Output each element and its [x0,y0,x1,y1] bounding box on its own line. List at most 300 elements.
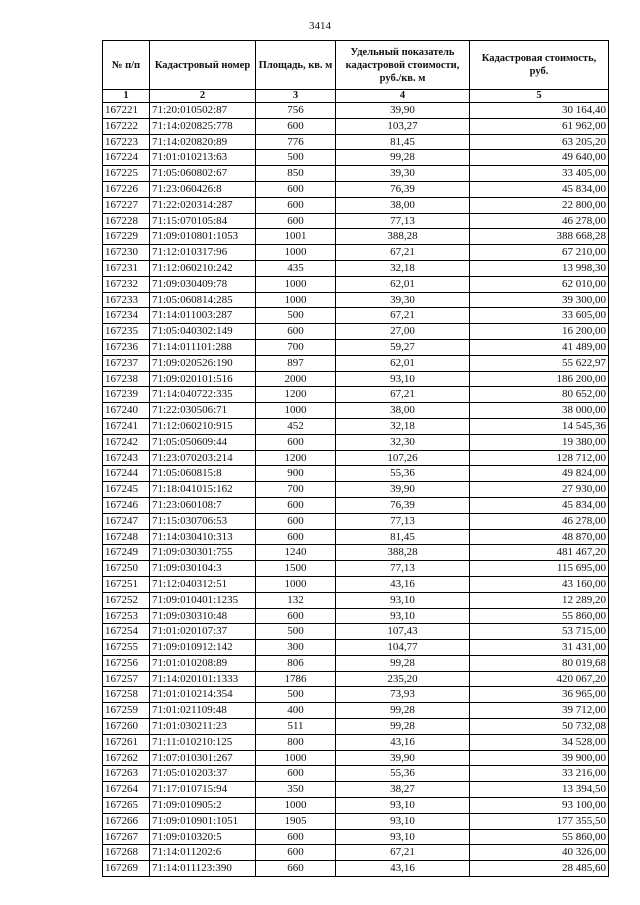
cadastral-number: 71:05:060814:285 [150,292,256,308]
unit-value: 67,21 [336,845,470,861]
row-number: 167234 [103,308,150,324]
cadastral-value: 41 489,00 [470,339,609,355]
cadastral-number: 71:05:060815:8 [150,466,256,482]
cadastral-value: 55 860,00 [470,608,609,624]
cadastral-value: 63 205,20 [470,134,609,150]
row-number: 167244 [103,466,150,482]
row-number: 167261 [103,734,150,750]
cadastral-number: 71:23:070203:214 [150,450,256,466]
unit-value: 76,39 [336,181,470,197]
header-unit-value: Удельный показатель кадастровой стоимости, руб./кв. м [336,41,470,90]
unit-value: 99,28 [336,655,470,671]
table-row [103,640,609,656]
cadastral-number: 71:14:011202:6 [150,845,256,861]
cadastral-value: 50 732,08 [470,719,609,735]
area-value: 435 [256,260,336,276]
row-number: 167255 [103,640,150,656]
cadastral-number: 71:14:020101:1333 [150,671,256,687]
unit-value: 55,36 [336,766,470,782]
row-number: 167238 [103,371,150,387]
unit-value: 39,30 [336,292,470,308]
cadastral-number: 71:20:010502:87 [150,103,256,119]
area-value: 600 [256,118,336,134]
table-row [103,371,609,387]
unit-value: 38,27 [336,782,470,798]
cadastral-number: 71:07:010301:267 [150,750,256,766]
cadastral-value: 34 528,00 [470,734,609,750]
row-number: 167232 [103,276,150,292]
row-number: 167259 [103,703,150,719]
unit-value: 39,30 [336,166,470,182]
header-row [103,41,609,90]
table-row [103,308,609,324]
row-number: 167239 [103,387,150,403]
row-number: 167249 [103,545,150,561]
area-value: 806 [256,655,336,671]
cadastral-value: 30 164,40 [470,103,609,119]
cadastral-value: 33 216,00 [470,766,609,782]
row-number: 167246 [103,497,150,513]
row-number: 167254 [103,624,150,640]
table-row [103,324,609,340]
area-value: 1000 [256,245,336,261]
column-number: 5 [470,90,609,103]
area-value: 1000 [256,750,336,766]
table-row [103,339,609,355]
row-number: 167269 [103,861,150,877]
unit-value: 388,28 [336,229,470,245]
row-number: 167223 [103,134,150,150]
unit-value: 77,13 [336,561,470,577]
table-row [103,766,609,782]
cadastral-number: 71:12:040312:51 [150,576,256,592]
table-body [103,103,609,877]
row-number: 167224 [103,150,150,166]
cadastral-number: 71:14:011003:287 [150,308,256,324]
cadastral-number: 71:15:030706:53 [150,513,256,529]
table-row [103,181,609,197]
area-value: 600 [256,497,336,513]
cadastral-number: 71:22:030506:71 [150,403,256,419]
unit-value: 62,01 [336,276,470,292]
unit-value: 39,90 [336,750,470,766]
unit-value: 67,21 [336,308,470,324]
unit-value: 55,36 [336,466,470,482]
area-value: 660 [256,861,336,877]
cadastral-number: 71:05:060802:67 [150,166,256,182]
area-value: 600 [256,829,336,845]
cadastral-number: 71:17:010715:94 [150,782,256,798]
row-number: 167228 [103,213,150,229]
cadastral-number: 71:05:050609:44 [150,434,256,450]
row-number: 167237 [103,355,150,371]
cadastral-value-table [102,40,609,877]
cadastral-value: 45 834,00 [470,497,609,513]
table-row [103,292,609,308]
unit-value: 99,28 [336,719,470,735]
table-row [103,655,609,671]
row-number: 167253 [103,608,150,624]
row-number: 167222 [103,118,150,134]
cadastral-value: 27 930,00 [470,482,609,498]
unit-value: 67,21 [336,387,470,403]
cadastral-value: 67 210,00 [470,245,609,261]
table-row [103,513,609,529]
area-value: 1000 [256,276,336,292]
table-row [103,213,609,229]
area-value: 500 [256,150,336,166]
row-number: 167225 [103,166,150,182]
area-value: 700 [256,482,336,498]
row-number: 167227 [103,197,150,213]
cadastral-number: 71:05:010203:37 [150,766,256,782]
unit-value: 32,30 [336,434,470,450]
area-value: 600 [256,766,336,782]
cadastral-value: 46 278,00 [470,213,609,229]
unit-value: 93,10 [336,798,470,814]
column-number: 4 [336,90,470,103]
cadastral-number: 71:01:020107:37 [150,624,256,640]
area-value: 500 [256,308,336,324]
cadastral-value: 388 668,28 [470,229,609,245]
cadastral-number: 71:11:010210:125 [150,734,256,750]
area-value: 1240 [256,545,336,561]
cadastral-value: 115 695,00 [470,561,609,577]
table-row [103,118,609,134]
cadastral-number: 71:09:030409:78 [150,276,256,292]
unit-value: 77,13 [336,213,470,229]
cadastral-value: 13 998,30 [470,260,609,276]
row-number: 167265 [103,798,150,814]
cadastral-value: 62 010,00 [470,276,609,292]
row-number: 167256 [103,655,150,671]
header-row-number: № п/п [103,41,150,90]
table-row [103,260,609,276]
cadastral-value: 28 485,60 [470,861,609,877]
column-number: 1 [103,90,150,103]
area-value: 776 [256,134,336,150]
cadastral-value: 22 800,00 [470,197,609,213]
cadastral-number: 71:09:010401:1235 [150,592,256,608]
table-row [103,134,609,150]
unit-value: 73,93 [336,687,470,703]
row-number: 167245 [103,482,150,498]
cadastral-value: 61 962,00 [470,118,609,134]
table-row [103,545,609,561]
unit-value: 27,00 [336,324,470,340]
row-number: 167231 [103,260,150,276]
cadastral-value: 12 289,20 [470,592,609,608]
table-row [103,719,609,735]
cadastral-number: 71:09:010801:1053 [150,229,256,245]
row-number: 167242 [103,434,150,450]
table-row [103,418,609,434]
area-value: 1500 [256,561,336,577]
area-value: 600 [256,529,336,545]
cadastral-value: 43 160,00 [470,576,609,592]
area-value: 452 [256,418,336,434]
area-value: 350 [256,782,336,798]
cadastral-number: 71:23:060108:7 [150,497,256,513]
cadastral-value: 80 652,00 [470,387,609,403]
table-row [103,387,609,403]
cadastral-number: 71:23:060426:8 [150,181,256,197]
cadastral-value: 38 000,00 [470,403,609,419]
row-number: 167241 [103,418,150,434]
area-value: 800 [256,734,336,750]
cadastral-value: 80 019,68 [470,655,609,671]
table-row [103,466,609,482]
area-value: 900 [256,466,336,482]
table-row [103,355,609,371]
cadastral-number: 71:14:020820:89 [150,134,256,150]
table-row [103,482,609,498]
unit-value: 59,27 [336,339,470,355]
row-number: 167257 [103,671,150,687]
header-cadastral-number: Кадастровый номер [150,41,256,90]
unit-value: 103,27 [336,118,470,134]
area-value: 1000 [256,576,336,592]
area-value: 600 [256,608,336,624]
cadastral-number: 71:09:010905:2 [150,798,256,814]
row-number: 167233 [103,292,150,308]
cadastral-number: 71:09:030301:755 [150,545,256,561]
row-number: 167267 [103,829,150,845]
cadastral-value: 49 824,00 [470,466,609,482]
row-number: 167250 [103,561,150,577]
cadastral-number: 71:14:011123:390 [150,861,256,877]
unit-value: 43,16 [336,734,470,750]
table-row [103,150,609,166]
unit-value: 93,10 [336,592,470,608]
unit-value: 38,00 [336,403,470,419]
cadastral-number: 71:05:040302:149 [150,324,256,340]
area-value: 1000 [256,403,336,419]
unit-value: 43,16 [336,576,470,592]
area-value: 600 [256,324,336,340]
table-row [103,861,609,877]
cadastral-value: 55 860,00 [470,829,609,845]
cadastral-number: 71:09:030104:3 [150,561,256,577]
cadastral-number: 71:18:041015:162 [150,482,256,498]
area-value: 1000 [256,798,336,814]
unit-value: 104,77 [336,640,470,656]
cadastral-value: 39 300,00 [470,292,609,308]
area-value: 511 [256,719,336,735]
row-number: 167235 [103,324,150,340]
area-value: 1200 [256,387,336,403]
table-row [103,687,609,703]
unit-value: 67,21 [336,245,470,261]
page-number: 3414 [309,20,331,32]
row-number: 167268 [103,845,150,861]
cadastral-value: 36 965,00 [470,687,609,703]
cadastral-number: 71:09:020101:516 [150,371,256,387]
cadastral-value: 55 622,97 [470,355,609,371]
cadastral-number: 71:12:060210:242 [150,260,256,276]
row-number: 167248 [103,529,150,545]
row-number: 167260 [103,719,150,735]
unit-value: 81,45 [336,134,470,150]
column-number: 3 [256,90,336,103]
cadastral-number: 71:14:011101:288 [150,339,256,355]
area-value: 400 [256,703,336,719]
cadastral-number: 71:09:010901:1051 [150,813,256,829]
table-row [103,529,609,545]
unit-value: 99,28 [336,150,470,166]
area-value: 1905 [256,813,336,829]
cadastral-number: 71:12:010317:96 [150,245,256,261]
unit-value: 76,39 [336,497,470,513]
row-number: 167240 [103,403,150,419]
area-value: 600 [256,213,336,229]
table-row [103,434,609,450]
area-value: 1786 [256,671,336,687]
cadastral-value: 481 467,20 [470,545,609,561]
unit-value: 38,00 [336,197,470,213]
unit-value: 107,26 [336,450,470,466]
cadastral-number: 71:14:020825:778 [150,118,256,134]
row-number: 167262 [103,750,150,766]
area-value: 600 [256,197,336,213]
cadastral-value: 53 715,00 [470,624,609,640]
table-row [103,592,609,608]
area-value: 132 [256,592,336,608]
table-row [103,245,609,261]
area-value: 600 [256,845,336,861]
cadastral-value: 13 394,50 [470,782,609,798]
cadastral-value: 31 431,00 [470,640,609,656]
unit-value: 93,10 [336,829,470,845]
table-row [103,750,609,766]
unit-value: 107,43 [336,624,470,640]
cadastral-value: 39 900,00 [470,750,609,766]
table-row [103,497,609,513]
table-row [103,403,609,419]
cadastral-value: 186 200,00 [470,371,609,387]
row-number: 167247 [103,513,150,529]
cadastral-value: 49 640,00 [470,150,609,166]
table-row [103,734,609,750]
header-cadastral-value: Кадастровая стоимость, руб. [470,41,609,90]
row-number: 167263 [103,766,150,782]
cadastral-value: 39 712,00 [470,703,609,719]
cadastral-value: 33 405,00 [470,166,609,182]
table-row [103,671,609,687]
table-row [103,450,609,466]
row-number: 167221 [103,103,150,119]
table-row [103,829,609,845]
table-row [103,608,609,624]
area-value: 700 [256,339,336,355]
unit-value: 43,16 [336,861,470,877]
area-value: 500 [256,624,336,640]
cadastral-number: 71:09:030310:48 [150,608,256,624]
row-number: 167266 [103,813,150,829]
cadastral-value: 128 712,00 [470,450,609,466]
table-row [103,197,609,213]
cadastral-value: 93 100,00 [470,798,609,814]
column-number: 2 [150,90,256,103]
cadastral-number: 71:12:060210:915 [150,418,256,434]
table-row [103,782,609,798]
unit-value: 235,20 [336,671,470,687]
area-value: 300 [256,640,336,656]
unit-value: 39,90 [336,103,470,119]
row-number: 167258 [103,687,150,703]
row-number: 167243 [103,450,150,466]
header-area: Площадь, кв. м [256,41,336,90]
table-row [103,576,609,592]
row-number: 167226 [103,181,150,197]
cadastral-value: 48 870,00 [470,529,609,545]
row-number: 167229 [103,229,150,245]
cadastral-number: 71:15:070105:84 [150,213,256,229]
table-row [103,229,609,245]
cadastral-number: 71:09:010320:5 [150,829,256,845]
column-number-row [103,90,609,103]
area-value: 600 [256,513,336,529]
row-number: 167252 [103,592,150,608]
area-value: 850 [256,166,336,182]
table-row [103,276,609,292]
cadastral-number: 71:09:020526:190 [150,355,256,371]
row-number: 167251 [103,576,150,592]
cadastral-value: 14 545,36 [470,418,609,434]
area-value: 897 [256,355,336,371]
unit-value: 93,10 [336,813,470,829]
unit-value: 32,18 [336,260,470,276]
cadastral-number: 71:01:030211:23 [150,719,256,735]
cadastral-value: 420 067,20 [470,671,609,687]
table-row [103,845,609,861]
table-row [103,103,609,119]
cadastral-number: 71:01:010213:63 [150,150,256,166]
area-value: 500 [256,687,336,703]
area-value: 1000 [256,292,336,308]
table-row [103,624,609,640]
unit-value: 62,01 [336,355,470,371]
cadastral-number: 71:01:021109:48 [150,703,256,719]
area-value: 1001 [256,229,336,245]
cadastral-number: 71:22:020314:287 [150,197,256,213]
cadastral-number: 71:14:040722:335 [150,387,256,403]
cadastral-value: 19 380,00 [470,434,609,450]
row-number: 167230 [103,245,150,261]
cadastral-number: 71:01:010208:89 [150,655,256,671]
cadastral-value: 33 605,00 [470,308,609,324]
table-row [103,703,609,719]
cadastral-number: 71:14:030410:313 [150,529,256,545]
area-value: 600 [256,434,336,450]
unit-value: 388,28 [336,545,470,561]
unit-value: 39,90 [336,482,470,498]
row-number: 167264 [103,782,150,798]
table-row [103,561,609,577]
unit-value: 93,10 [336,371,470,387]
row-number: 167236 [103,339,150,355]
area-value: 600 [256,181,336,197]
cadastral-value: 46 278,00 [470,513,609,529]
unit-value: 99,28 [336,703,470,719]
unit-value: 32,18 [336,418,470,434]
table-row [103,798,609,814]
unit-value: 77,13 [336,513,470,529]
area-value: 2000 [256,371,336,387]
unit-value: 93,10 [336,608,470,624]
unit-value: 81,45 [336,529,470,545]
table-row [103,166,609,182]
